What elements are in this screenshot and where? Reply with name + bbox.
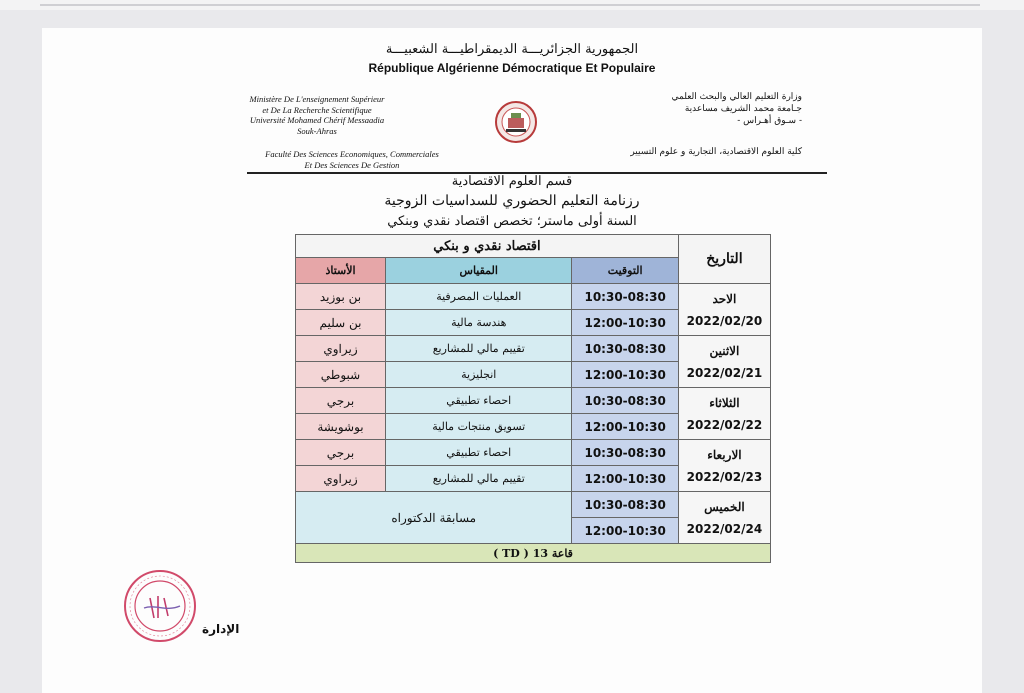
day-cell xyxy=(678,336,770,388)
time-cell: 12:00-10:30 xyxy=(572,310,678,336)
merged-module-cell: مسابقة الدكتوراه xyxy=(296,492,572,544)
document-page xyxy=(42,28,982,693)
specialty-header: اقتصاد نقدي و بنكي xyxy=(296,235,679,258)
university-logo-icon xyxy=(494,100,538,144)
time-cell: 10:30-08:30 xyxy=(572,284,678,310)
table-row xyxy=(296,492,771,518)
time-cell: 12:00-10:30 xyxy=(572,362,678,388)
module-cell: تسويق منتجات مالية xyxy=(386,414,572,440)
time-cell: 10:30-08:30 xyxy=(572,492,678,518)
table-row xyxy=(296,284,771,310)
day-date: 2022/02/23 xyxy=(686,469,763,484)
module-cell: احصاء تطبيقي xyxy=(386,388,572,414)
prof-column-header: الأستاذ xyxy=(296,258,386,284)
republic-arabic: الجمهورية الجزائريـــة الديمقراطيـــة الشعبيـــة xyxy=(385,42,639,57)
day-cell xyxy=(678,440,770,492)
prof-cell: شبوطي xyxy=(296,362,386,388)
ministry-fr-line: et De La Recherche Scientifique xyxy=(262,104,372,115)
prof-cell: برجي xyxy=(296,388,386,414)
time-cell: 12:00-10:30 xyxy=(572,466,678,492)
day-cell xyxy=(678,284,770,336)
table-header-row xyxy=(296,235,771,258)
ministry-ar-line: وزارة التعليم العالي والبحث العلمي xyxy=(671,92,802,102)
prof-cell: بوشويشة xyxy=(296,414,386,440)
module-cell: انجليزية xyxy=(386,362,572,388)
module-cell: تقييم مالي للمشاريع xyxy=(386,336,572,362)
ministry-fr-line: Université Mohamed Chérif Messaadia xyxy=(249,115,385,125)
ministry-fr-line: Souk-Ahras xyxy=(297,125,337,136)
room-cell: قاعة 13 ( TD ) xyxy=(296,544,771,563)
room-row xyxy=(296,544,771,563)
stamp-icon xyxy=(122,568,198,644)
department-title: قسم العلوم الاقتصادية xyxy=(451,174,573,189)
module-cell: هندسة مالية xyxy=(386,310,572,336)
day-date: 2022/02/20 xyxy=(686,313,763,328)
module-column-header: المقياس xyxy=(386,258,572,284)
date-header: التاريخ xyxy=(678,235,770,284)
ministry-french xyxy=(237,94,397,136)
day-name: الخميس xyxy=(704,499,745,514)
time-column-header: التوقيت xyxy=(572,258,678,284)
table-row xyxy=(296,440,771,466)
table-row xyxy=(296,388,771,414)
module-cell: تقييم مالي للمشاريع xyxy=(386,466,572,492)
ministry-ar-line: - سـوق أهـراس - xyxy=(737,116,802,126)
faculty-french xyxy=(237,149,467,170)
prof-cell: برجي xyxy=(296,440,386,466)
ministry-fr-line: Ministère De L'enseignement Supérieur xyxy=(249,94,385,104)
ministry-ar-line: جـامعة محمد الشريف مساعدية xyxy=(684,104,802,114)
module-cell: احصاء تطبيقي xyxy=(386,440,572,466)
day-name: الثلاثاء xyxy=(709,395,740,410)
time-cell: 12:00-10:30 xyxy=(572,414,678,440)
signature-label: الإدارة xyxy=(202,622,240,636)
top-divider xyxy=(40,4,980,6)
table-row xyxy=(296,336,771,362)
day-date: 2022/02/21 xyxy=(686,365,763,380)
republic-french: République Algérienne Démocratique Et Populaire xyxy=(368,61,656,75)
day-name: الاربعاء xyxy=(707,447,742,462)
prof-cell: بن سليم xyxy=(296,310,386,336)
time-cell: 12:00-10:30 xyxy=(572,518,678,544)
day-date: 2022/02/22 xyxy=(686,417,763,432)
module-cell: العمليات المصرفية xyxy=(386,284,572,310)
faculty-fr-line: Et Des Sciences De Gestion xyxy=(304,159,400,170)
page-subtitle: السنة أولى ماستر؛ تخصص اقتصاد نقدي وبنكي xyxy=(387,214,637,229)
day-cell xyxy=(678,492,770,544)
day-name: الاثنين xyxy=(709,343,740,358)
faculty-fr-line: Faculté Des Sciences Economiques, Commerciales xyxy=(265,149,439,159)
ministry-arabic xyxy=(602,91,802,127)
day-cell xyxy=(678,388,770,440)
prof-cell: زيراوي xyxy=(296,466,386,492)
prof-cell: زيراوي xyxy=(296,336,386,362)
faculty-arabic: كلية العلوم الاقتصادية، التجارية و علوم التسيير xyxy=(630,147,802,157)
time-cell: 10:30-08:30 xyxy=(572,336,678,362)
day-name: الاحد xyxy=(712,291,737,306)
schedule-table xyxy=(295,234,771,563)
prof-cell: بن بوزيد xyxy=(296,284,386,310)
time-cell: 10:30-08:30 xyxy=(572,440,678,466)
page-title: رزنامة التعليم الحضوري للسداسيات الزوجية xyxy=(384,193,640,209)
day-date: 2022/02/24 xyxy=(686,521,763,536)
time-cell: 10:30-08:30 xyxy=(572,388,678,414)
